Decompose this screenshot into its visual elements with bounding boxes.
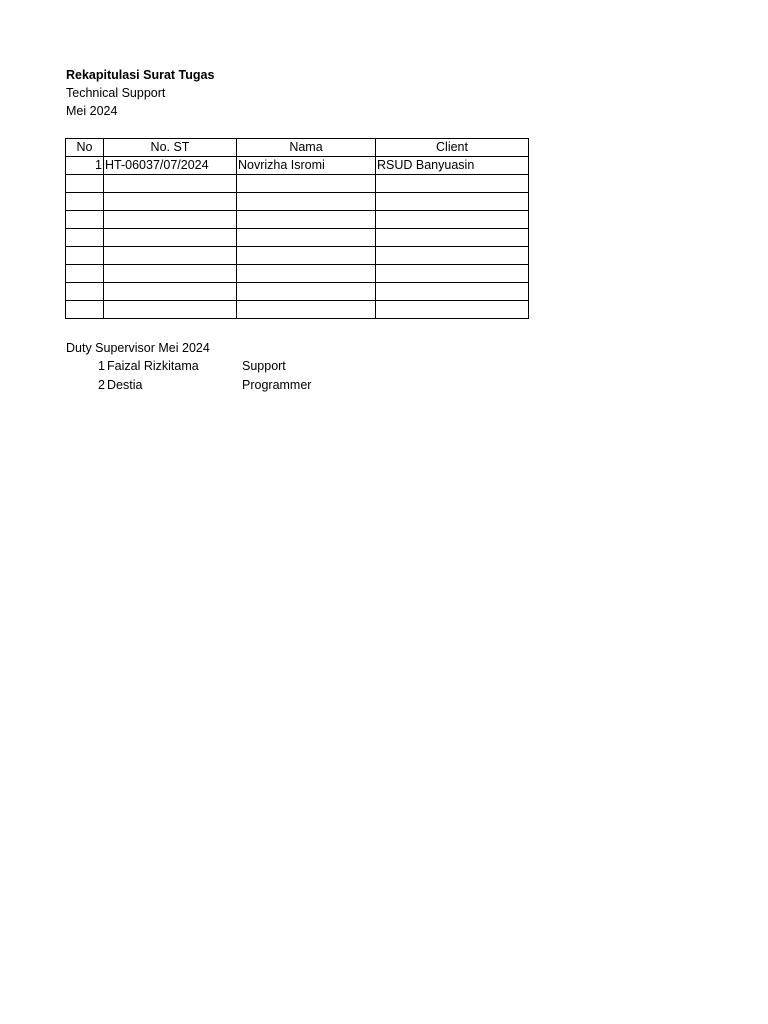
cell-no-st — [104, 211, 237, 229]
cell-no — [66, 175, 104, 193]
table-header-row — [66, 139, 529, 157]
cell-client — [376, 193, 529, 211]
cell-client: RSUD Banyuasin — [376, 157, 529, 175]
supervisor-number: 1 — [98, 359, 105, 373]
supervisor-role: Programmer — [242, 378, 312, 392]
cell-no — [66, 229, 104, 247]
cell-no: 1 — [66, 157, 104, 175]
supervisor-name: Destia — [107, 378, 143, 392]
supervisor-number: 2 — [98, 378, 105, 392]
document-title: Rekapitulasi Surat Tugas — [66, 68, 215, 82]
cell-nama — [237, 229, 376, 247]
table-row — [66, 283, 529, 301]
table-row — [66, 301, 529, 319]
cell-client — [376, 301, 529, 319]
table-row — [66, 211, 529, 229]
cell-no — [66, 211, 104, 229]
duty-supervisor-heading: Duty Supervisor Mei 2024 — [66, 341, 210, 355]
cell-no-st — [104, 175, 237, 193]
document-period: Mei 2024 — [66, 104, 118, 118]
cell-nama — [237, 211, 376, 229]
column-header-nama: Nama — [237, 139, 376, 157]
column-header-no: No — [66, 139, 104, 157]
recap-table — [65, 138, 529, 319]
cell-no-st — [104, 301, 237, 319]
cell-nama — [237, 193, 376, 211]
supervisor-role: Support — [242, 359, 286, 373]
cell-no — [66, 247, 104, 265]
table-row — [66, 157, 529, 175]
column-header-no-st: No. ST — [104, 139, 237, 157]
table-row — [66, 247, 529, 265]
cell-no-st — [104, 283, 237, 301]
cell-client — [376, 175, 529, 193]
cell-nama — [237, 265, 376, 283]
cell-no-st: HT-06037/07/2024 — [104, 157, 237, 175]
cell-client — [376, 265, 529, 283]
cell-nama — [237, 175, 376, 193]
cell-no — [66, 193, 104, 211]
document-subtitle: Technical Support — [66, 86, 166, 100]
column-header-client: Client — [376, 139, 529, 157]
cell-client — [376, 211, 529, 229]
cell-no — [66, 301, 104, 319]
table-row — [66, 229, 529, 247]
cell-no-st — [104, 247, 237, 265]
cell-no-st — [104, 193, 237, 211]
cell-client — [376, 283, 529, 301]
cell-no — [66, 283, 104, 301]
cell-no-st — [104, 265, 237, 283]
table-row — [66, 193, 529, 211]
supervisor-name: Faizal Rizkitama — [107, 359, 199, 373]
cell-client — [376, 229, 529, 247]
table-row — [66, 175, 529, 193]
cell-nama — [237, 247, 376, 265]
cell-nama — [237, 283, 376, 301]
cell-nama: Novrizha Isromi — [237, 157, 376, 175]
cell-nama — [237, 301, 376, 319]
cell-no-st — [104, 229, 237, 247]
table-row — [66, 265, 529, 283]
cell-no — [66, 265, 104, 283]
cell-client — [376, 247, 529, 265]
